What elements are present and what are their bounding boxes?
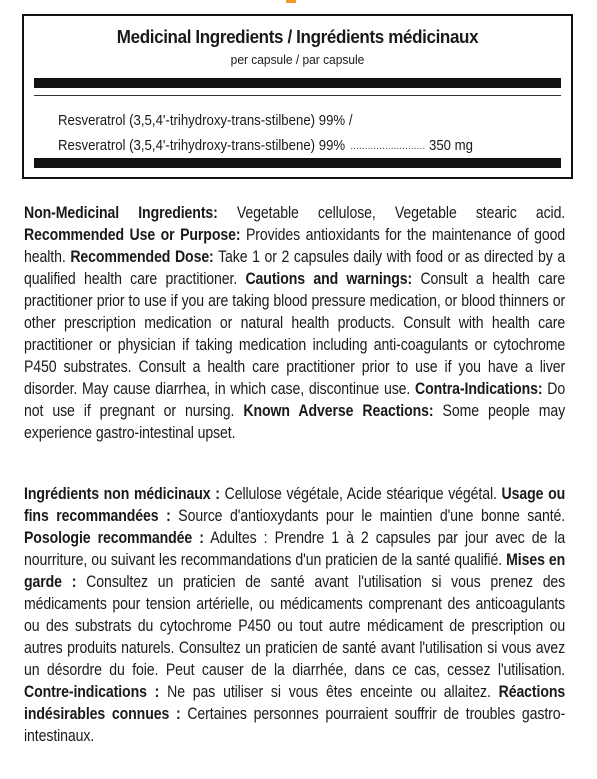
facts-title: Medicinal Ingredients / Ingrédients médicinaux xyxy=(116,26,479,47)
facts-top-bar xyxy=(34,78,561,88)
ingredient-amount: 350 mg xyxy=(428,137,474,154)
en-contra-text: Do not use if pregnant or nursing. xyxy=(24,380,566,420)
en-nonmed-text: Vegetable cellulose, Vegetable stearic acid. xyxy=(217,204,566,222)
fr-nonmed-label: Ingrédients non médicinaux : xyxy=(24,485,220,503)
en-use-label: Recommended Use or Purpose: xyxy=(24,226,241,244)
ingredient-line-2 xyxy=(58,137,473,154)
en-cautions-label: Cautions and warnings: xyxy=(245,270,413,288)
fr-use-text: Source d'antioxydants pour le maintien d'une bonne santé. xyxy=(170,507,566,525)
fr-nonmed-text: Cellulose végétale, Acide stéarique végétal. xyxy=(219,485,502,503)
leader-dots: .......................... xyxy=(350,140,426,152)
fr-use-label: Usage ou fins recommandées : xyxy=(24,485,566,525)
fr-dose-text: Adultes : Prendre 1 à 2 capsules par jour avec de la nourriture, ou suivant les recommandations d'un praticien de la santé qualifié. xyxy=(24,529,566,569)
en-adverse-text: Some people may experience gastro-intestinal upset. xyxy=(24,402,566,442)
french-paragraph xyxy=(24,483,565,747)
fr-adverse-text: Certaines personnes pourraient souffrir de troubles gastro-intestinaux. xyxy=(24,705,566,745)
en-dose-label: Recommended Dose: xyxy=(70,248,214,266)
english-paragraph xyxy=(24,202,565,444)
ingredient-line-1: Resveratrol (3,5,4'-trihydroxy-trans-stilbene) 99% / xyxy=(58,112,353,129)
en-adverse-label: Known Adverse Reactions: xyxy=(243,402,434,420)
fr-contra-text: Ne pas utiliser si vous êtes enceinte ou allaitez. xyxy=(159,683,499,701)
en-use-text: Provides antioxidants for the maintenance of good health. xyxy=(24,226,566,266)
fr-adverse-label: Réactions indésirables connues : xyxy=(24,683,566,723)
en-nonmed-label: Non-Medicinal Ingredients: xyxy=(24,204,218,222)
fr-cautions-label: Mises en garde : xyxy=(24,551,566,591)
ingredient-name: Resveratrol (3,5,4'-trihydroxy-trans-stilbene) 99% xyxy=(58,137,346,154)
facts-bottom-bar xyxy=(34,158,561,168)
facts-subtitle: per capsule / par capsule xyxy=(230,52,365,67)
fr-cautions-text: Consultez un praticien de santé avant l'utilisation si vous prenez des médicaments pour tension artérielle, ou médicaments comprenant des anticoagulants ou des substrats du cytochrome P450 ou tout autre médicament de prescription ou autres produits naturels. Consultez un praticien de santé avant l'utilisation si vous avez un désordre du foie. Peut causer de la diarrhée, dans ce cas, cessez l'utilisation. xyxy=(24,573,566,679)
top-accent-mark xyxy=(286,0,296,3)
en-cautions-text: Consult a health care practitioner prior to use if you are taking blood pressure medication, or blood thinners or other prescription medication or natural health products. Consult with health care practitioner or physician if taking medication including anti-coagulants or cytochrome P450 substrates. Consult a health care practitioner prior to use if you have a liver disorder. May cause diarrhea, in which case, discontinue use. xyxy=(24,270,566,398)
en-contra-label: Contra-Indications: xyxy=(415,380,543,398)
medicinal-ingredients-box xyxy=(22,14,573,179)
en-dose-text: Take 1 or 2 capsules daily with food or as directed by a qualified health care practitioner. xyxy=(24,248,566,288)
fr-contra-label: Contre-indications : xyxy=(24,683,160,701)
fr-dose-label: Posologie recommandée : xyxy=(24,529,204,547)
facts-thin-rule xyxy=(34,95,561,96)
